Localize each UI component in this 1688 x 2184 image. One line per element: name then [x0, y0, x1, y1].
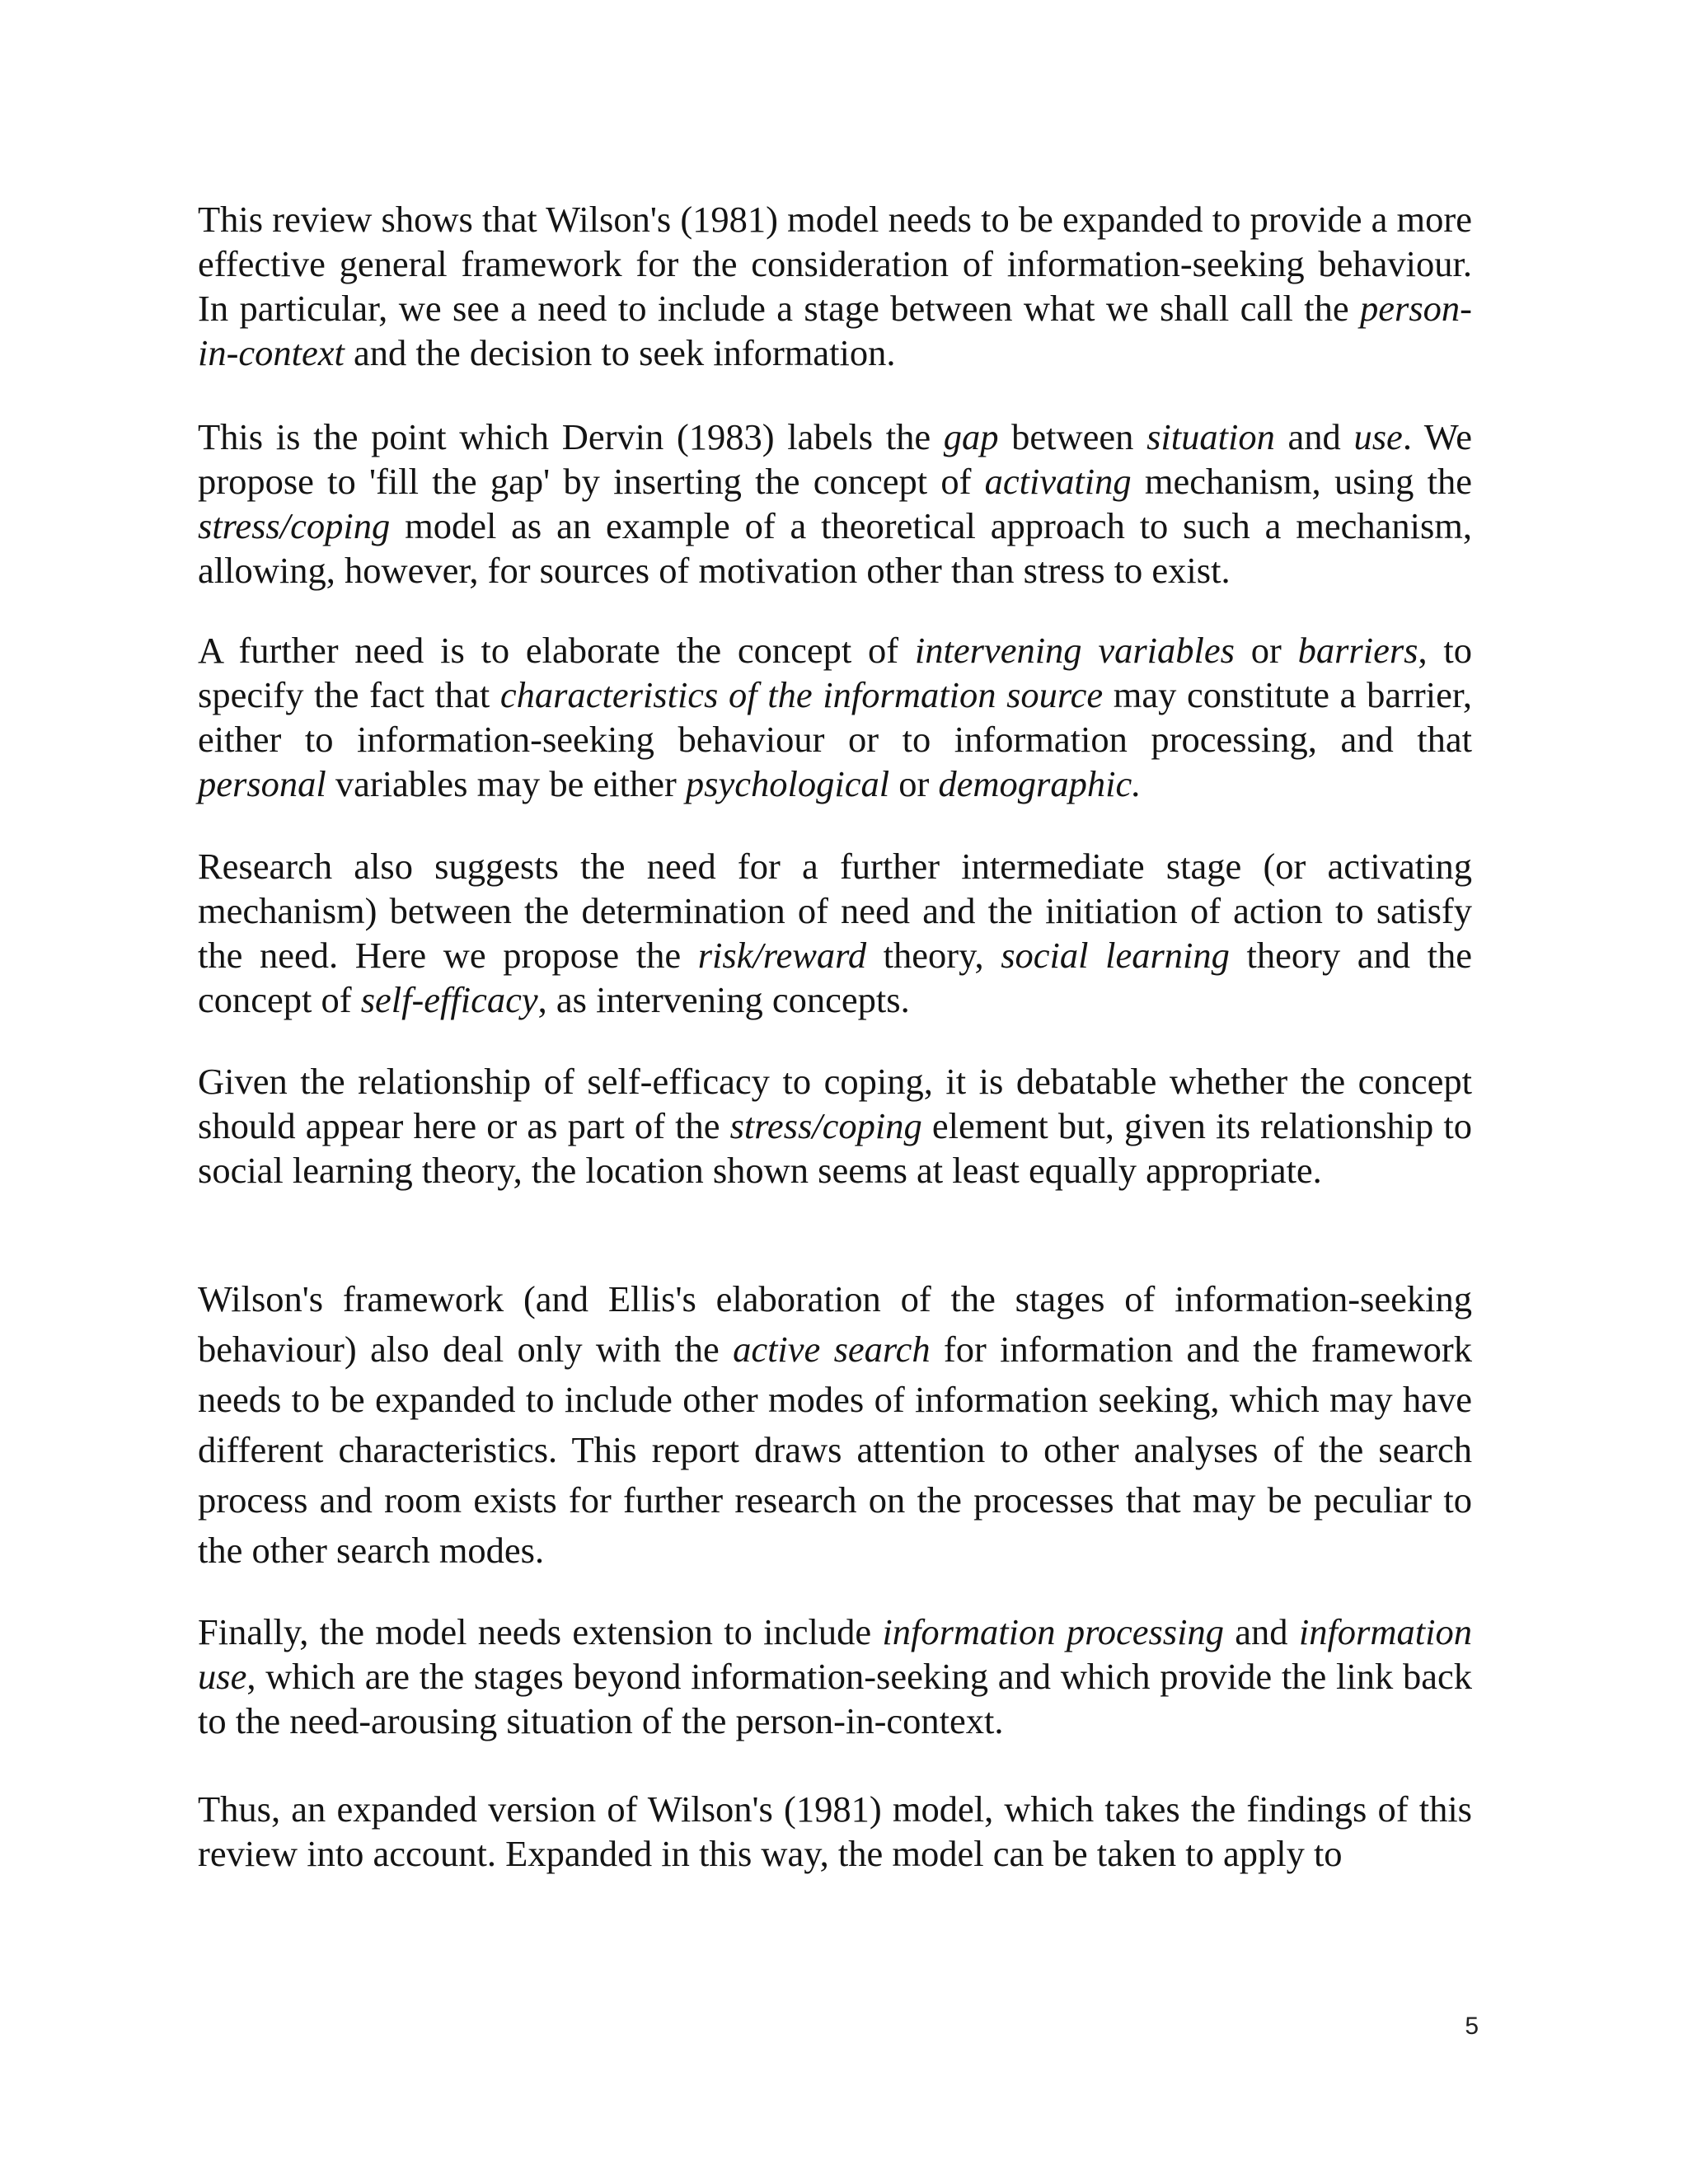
paragraph-3-text: A further need is to elaborate the concept of: [198, 630, 915, 671]
paragraph-2-text: . We propose to 'fill the gap' by inserting the concept of: [198, 416, 1472, 502]
paragraph-5-text: Given the relationship of self-efficacy to coping, it is debatable whether the concept should appear here or as part of the: [198, 1061, 1472, 1146]
paragraph-4-text: theory and the concept of: [198, 935, 1473, 1020]
paragraph-4-text: theory,: [866, 935, 1001, 976]
paragraph-2-italic-term: stress/coping: [198, 505, 391, 546]
paragraph-3-italic-term: personal: [198, 763, 326, 804]
paragraph-1-italic-term: person-in-context: [198, 288, 1472, 373]
paragraph-2-italic-term: situation: [1146, 416, 1275, 457]
paragraph-2-text: This is the point which Dervin (1983) labels the: [198, 416, 944, 457]
paragraph-4-italic-term: self-efficacy: [360, 979, 538, 1020]
paragraph-5-italic-term: stress/coping: [729, 1105, 922, 1146]
paragraph-4: [198, 844, 1472, 1022]
paragraph-3-text: or: [1234, 630, 1298, 671]
paragraph-7-italic-term: information use: [198, 1611, 1472, 1697]
paragraph-4-italic-term: social learning: [1001, 935, 1230, 976]
page-number: 5: [1465, 2013, 1479, 2040]
paragraph-6: [198, 1274, 1472, 1576]
paragraph-7-text: , which are the stages beyond information-seeking and which provide the link back to the need-arousing situation of the person-in-context.: [198, 1656, 1472, 1741]
paragraph-3-text: , to specify the fact that: [198, 630, 1472, 715]
paragraph-3-italic-term: demographic.: [938, 763, 1142, 804]
paragraph-6-italic-term: active search: [733, 1329, 931, 1370]
paragraph-4-text: Research also suggests the need for a further intermediate stage (or activating mechanism) between the determination of need and the initiation of action to satisfy the need. Here we propose the: [198, 846, 1472, 976]
paragraph-2-italic-term: activating: [984, 461, 1132, 502]
paragraph-2-italic-term: use: [1353, 416, 1403, 457]
paragraph-3-italic-term: barriers: [1297, 630, 1418, 671]
paragraph-7-text: and: [1224, 1611, 1299, 1652]
paragraph-3-italic-term: psychological: [685, 763, 890, 804]
paragraph-3-text: may constitute a barrier, either to information-seeking behaviour or to information processing, and that: [198, 674, 1472, 760]
paragraph-7-text: Finally, the model needs extension to include: [198, 1611, 883, 1652]
paragraph-3-italic-term: characteristics of the information source: [499, 674, 1104, 715]
paragraph-4-italic-term: risk/reward: [697, 935, 867, 976]
paragraph-1: [198, 197, 1472, 375]
paragraph-7: [198, 1610, 1472, 1743]
paragraph-2-text: and: [1274, 416, 1354, 457]
paragraph-2: [198, 415, 1472, 593]
paragraph-3-italic-term: intervening variables: [914, 630, 1235, 671]
paragraph-2-text: between: [998, 416, 1147, 457]
paragraph-1-text: This review shows that Wilson's (1981) model needs to be expanded to provide a more effective general framework for the consideration of information-seeking behaviour. In particular, we see a need to include a stage between what we shall call the: [198, 199, 1472, 329]
paragraph-2-text: model as an example of a theoretical approach to such a mechanism, allowing, however, for sources of motivation other than stress to exist.: [198, 505, 1472, 591]
paragraph-2-text: mechanism, using the: [1131, 461, 1472, 502]
paragraph-8: [198, 1787, 1472, 1876]
paragraph-6-text: for information and the framework needs to be expanded to include other modes of information seeking, which may have different characteristics. This report draws attention to other analyses of the search process and room exists for further research on the processes that may be peculiar to the other search modes.: [198, 1329, 1473, 1571]
paragraph-3: [198, 628, 1472, 806]
paragraph-3-text: variables may be either: [326, 763, 686, 804]
paragraph-2-italic-term: gap: [943, 416, 999, 457]
paragraph-1-text: and the decision to seek information.: [344, 332, 896, 373]
paragraph-3-text: or: [889, 763, 939, 804]
paragraph-4-text: , as intervening concepts.: [537, 979, 910, 1020]
paragraph-6-text: Wilson's framework (and Ellis's elaboration of the stages of information-seeking behaviour) also deal only with the: [198, 1278, 1472, 1370]
paragraph-8-text: Thus, an expanded version of Wilson's (1981) model, which takes the findings of this review into account. Expanded in this way, the model can be taken to apply to: [198, 1788, 1472, 1874]
paragraph-7-italic-term: information processing: [882, 1611, 1224, 1652]
paragraph-5: [198, 1059, 1472, 1193]
paragraph-5-text: element but, given its relationship to social learning theory, the location shown seems at least equally appropriate.: [198, 1105, 1472, 1191]
